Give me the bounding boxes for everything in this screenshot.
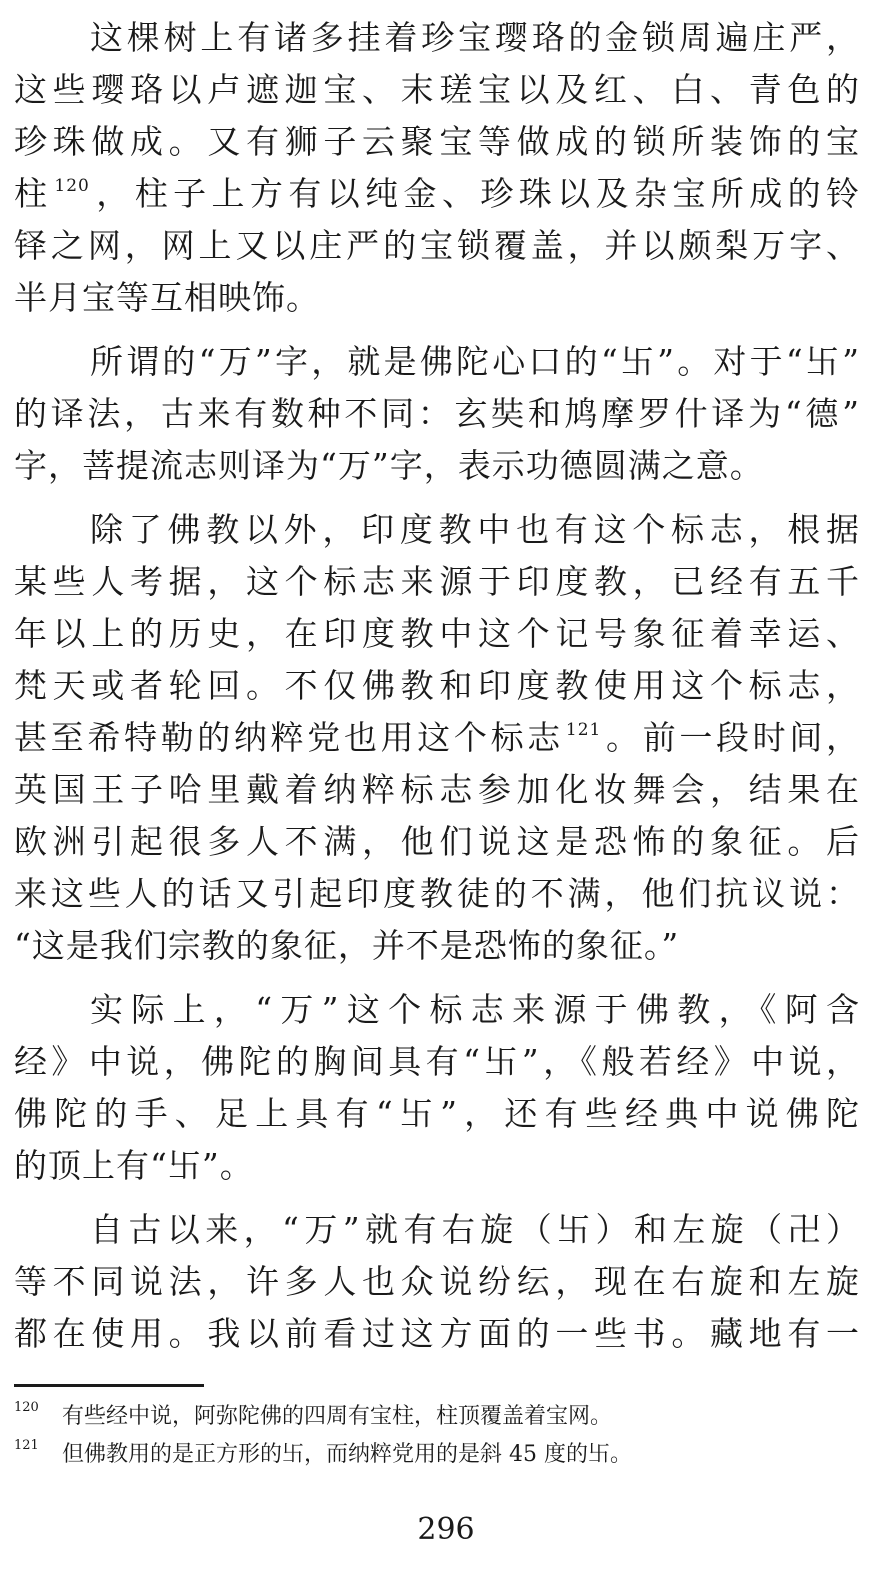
- text-line: 欧洲引起很多人不满，他们说这是恐怖的象征。后: [14, 822, 860, 861]
- paragraph: [14, 1204, 860, 1360]
- page-number: 296: [417, 1512, 475, 1547]
- text-line: 铎之网，网上又以庄严的宝锁覆盖，并以颇梨万字、: [14, 226, 860, 265]
- footnote: [14, 1398, 860, 1436]
- footnote-number: 121: [14, 1438, 39, 1453]
- text-line: [14, 712, 860, 764]
- text-line: 的译法，古来有数种不同：玄奘和鸠摩罗什译为“德”: [14, 394, 860, 433]
- text-line: 除了佛教以外，印度教中也有这个标志，根据: [90, 510, 860, 549]
- text-line: 梵天或者轮回。不仅佛教和印度教使用这个标志，: [14, 666, 860, 705]
- footnote-number: 120: [14, 1400, 39, 1415]
- footnote-rule: [14, 1384, 204, 1387]
- text-segment: 。前一段时间，: [603, 718, 861, 757]
- text-line: 某些人考据，这个标志来源于印度教，已经有五千: [14, 562, 860, 601]
- footnote: [14, 1436, 860, 1474]
- text-line: 这棵树上有诸多挂着珍宝璎珞的金锁周遍庄严，: [90, 18, 860, 57]
- paragraph: [14, 12, 860, 324]
- text-line: 等不同说法，许多人也众说纷纭，现在右旋和左旋: [14, 1262, 860, 1301]
- text-line: 实际上，“万”这个标志来源于佛教，《阿含: [90, 990, 860, 1029]
- paragraph: [14, 504, 860, 972]
- paragraph-gap: [14, 972, 860, 984]
- text-line: 年以上的历史，在印度教中这个记号象征着幸运、: [14, 614, 860, 653]
- paragraph-gap: [14, 1192, 860, 1204]
- paragraph-gap: [14, 324, 860, 336]
- text-line: “这是我们宗教的象征，并不是恐怖的象征。”: [14, 926, 680, 965]
- footnote-text: 有些经中说，阿弥陀佛的四周有宝柱，柱顶覆盖着宝网。: [62, 1404, 613, 1429]
- paragraph: [14, 984, 860, 1192]
- footnote-marker[interactable]: 120: [54, 176, 90, 196]
- footnote-marker[interactable]: 121: [565, 720, 602, 740]
- paragraph: [14, 336, 860, 492]
- text-line: 英国王子哈里戴着纳粹标志参加化妆舞会，结果在: [14, 770, 860, 809]
- text-segment: 柱: [14, 174, 53, 213]
- text-line: 自古以来，“万”就有右旋（卐）和左旋（卍）: [90, 1210, 860, 1249]
- footnote-text: 但佛教用的是正方形的卐，而纳粹党用的是斜 45 度的卐。: [62, 1442, 632, 1467]
- text-line: 所谓的“万”字，就是佛陀心口的“卐”。对于“卐”: [90, 342, 860, 381]
- text-segment: 甚至希特勒的纳粹党也用这个标志: [14, 718, 564, 757]
- text-line: 这些璎珞以卢遮迦宝、末瑳宝以及红、白、青色的: [14, 70, 860, 109]
- text-line: 半月宝等互相映饰。: [14, 278, 320, 317]
- text-line: 都在使用。我以前看过这方面的一些书。藏地有一: [14, 1314, 860, 1353]
- footnotes: [14, 1398, 860, 1474]
- text-line: 字，菩提流志则译为“万”字，表示功德圆满之意。: [14, 446, 764, 485]
- text-line: 经》中说，佛陀的胸间具有“卐”，《般若经》中说，: [14, 1042, 860, 1081]
- text-line: 来这些人的话又引起印度教徒的不满，他们抗议说：: [14, 874, 860, 913]
- text-segment: ，柱子上方有以纯金、珍珠以及杂宝所成的铃: [91, 174, 861, 213]
- text-line: 的顶上有“卐”。: [14, 1146, 254, 1185]
- body-text: [14, 12, 860, 1360]
- paragraph-gap: [14, 492, 860, 504]
- text-line: [14, 168, 860, 220]
- text-line: 珍珠做成。又有狮子云聚宝等做成的锁所装饰的宝: [14, 122, 860, 161]
- text-line: 佛陀的手、足上具有“卐”，还有些经典中说佛陀: [14, 1094, 860, 1133]
